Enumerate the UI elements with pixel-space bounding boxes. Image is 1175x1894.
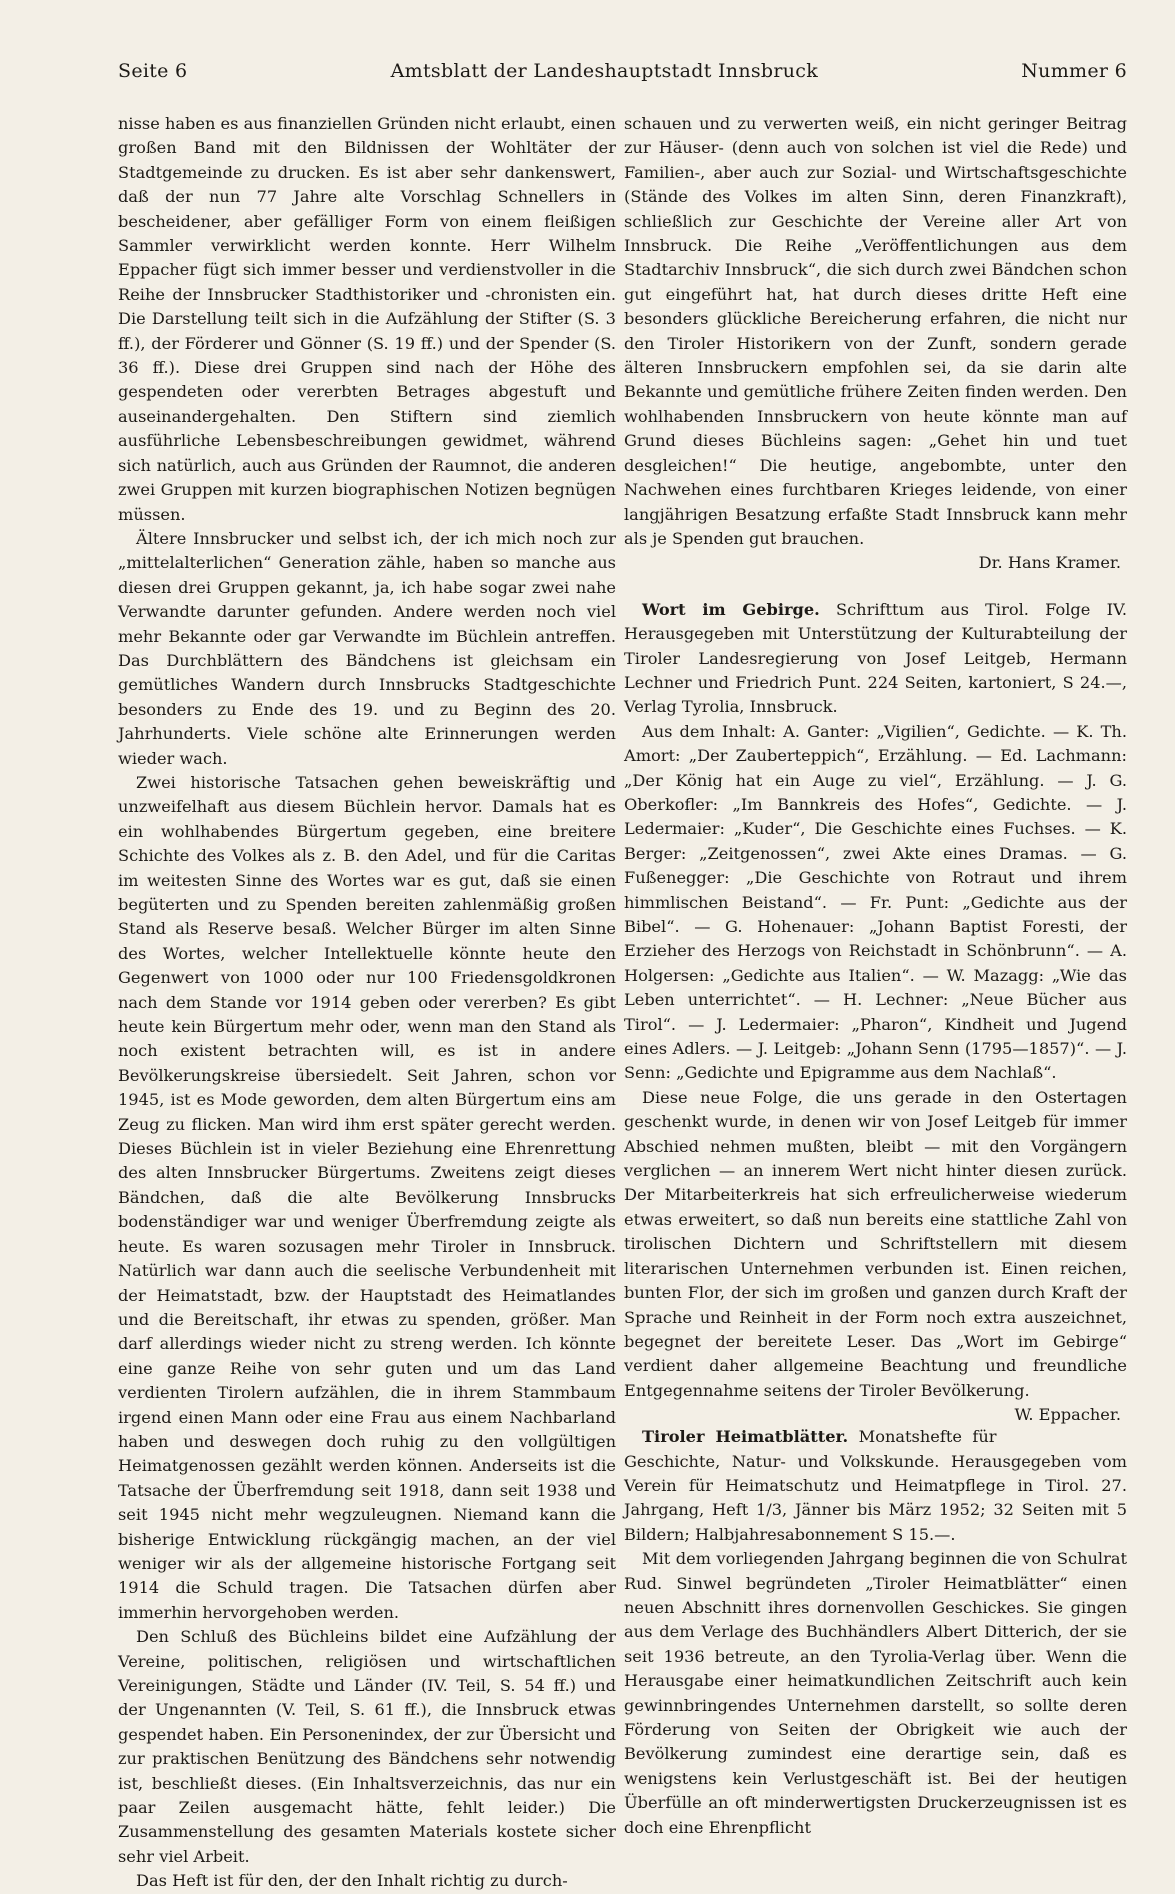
left-paragraph-1: nisse haben es aus finanziellen Gründen nicht erlaubt, einen großen Band mit den Bildnissen der Wohltäter der Stadtgemeinde zu drucken. Es ist aber sehr dankenswert, daß der nun 77 Jahre alte Vorschlag Schnellers in bescheidener, aber gefälliger Form von einem fleißigen Sammler verwirklicht werden konnte. Herr Wilhelm Eppacher fügt sich immer besser und verdienstvoller in die Reihe der Innsbrucker Stadthistoriker und -chronisten ein. Die Darstellung teilt sich in die Aufzählung der Stifter (S. 3 ff.), der Förderer und Gönner (S. 19 ff.) und der Spender (S. 36 ff.). Diese drei Gruppen sind nach der Höhe des gespendeten oder vererbten Betrages abgestuft und auseinandergehalten. Den Stiftern sind ziemlich ausführliche Lebensbeschreibungen gewidmet, während sich natürlich, auch aus Gründen der Raumnot, die anderen zwei Gruppen mit kurzen biographischen Notizen begnügen müssen. xyxy=(118,114,616,524)
publication-title: Amtsblatt der Landeshauptstadt Innsbruck xyxy=(390,60,819,82)
review-bibliography: Monatshefte für Geschichte, Natur- und Volkskunde. Herausgegeben vom Verein für Heimatschutz und Heimatpflege in Tirol. 27. Jahrgang, Heft 1/3, Jänner bis März 1952; 32 Seiten mit 5 Bildern; Halbjahresabonnement S 15.—. xyxy=(624,1427,1127,1544)
review-body: Mit dem vorliegenden Jahrgang beginnen die von Schulrat Rud. Sinwel begründeten „Tiroler Heimatblätter“ einen neuen Abschnitt ihres dornenvollen Geschickes. Sie gingen aus dem Verlage des Buchhändlers Albert Ditterich, der sie seit 1936 betreute, an den Tyrolia-Verlag über. Wenn die Herausgabe einer heimatkundlichen Zeitschrift auch kein gewinnbringendes Unternehmen darstellt, so sollte deren Förderung von Seiten der Obrigkeit wie auch der Bevölkerung zumindest eine derartige sein, daß es wenigstens kein Verlustgeschäft ist. Bei der heutigen Überfülle an oft minderwertigsten Druckerzeugnissen ist es doch eine Ehrenpflicht xyxy=(624,1549,1127,1837)
review-heimatblaetter-head xyxy=(624,1425,1127,1547)
page-header xyxy=(118,60,1127,90)
review-contents: Aus dem Inhalt: A. Ganter: „Vigilien“, Gedichte. — K. Th. Amort: „Der Zauberteppich“, Erzählung. — Ed. Lachmann: „Der König hat ein Auge zu viel“, Erzählung. — J. G. Oberkofler: „Im Bannkreis des Hofes“, Gedichte. — J. Ledermaier: „Kuder“, Die Geschichte eines Fuchses. — K. Berger: „Zeitgenossen“, zwei Akte eines Dramas. — G. Fußenegger: „Die Geschichte von Rotraut und ihrem himmlischen Beistand“. — Fr. Punt: „Gedichte aus der Bibel“. — G. Hohenauer: „Johann Baptist Foresti, der Erzieher des Herzogs von Reichstadt in Schönbrunn“. — A. Holgersen: „Gedichte aus Italien“. — W. Mazagg: „Wie das Leben unterrichtet“. — H. Lechner: „Neue Bücher aus Tirol“. — J. Ledermaier: „Pharon“, Kindheit und Jugend eines Adlers. — J. Leitgeb: „Johann Senn (1795—1857)“. — J. Senn: „Gedichte und Epigramme aus dem Nachlaß“. xyxy=(624,721,1127,1083)
left-paragraph-5: Das Heft ist für den, der den Inhalt richtig zu durch- xyxy=(136,1871,568,1891)
review-title: Tiroler Heimatblätter. xyxy=(642,1427,849,1447)
left-paragraph-3: Zwei historische Tatsachen gehen beweiskräftig und unzweifelhaft aus diesem Büchlein hervor. Damals hat es ein wohlhabendes Bürgertum gegeben, eine breitere Schichte des Volkes als z. B. den Adel, und für die Caritas im weitesten Sinne des Wortes war es gut, daß sie einen begüterten und zu Spenden bereiten zahlenmäßig großen Stand als Reserve besaß. Welcher Bürger im alten Sinne des Wortes, welcher Intellektuelle könnte heute den Gegenwert von 1000 oder nur 100 Friedensgoldkronen nach dem Stande vor 1914 geben oder vererben? Es gibt heute kein Bürgertum mehr oder, wenn man den Stand als noch existent betrachten will, es ist in andere Bevölkerungskreise übersiedelt. Seit Jahren, schon vor 1945, ist es Mode geworden, dem alten Bürgertum eins am Zeug zu flicken. Man wird ihm erst später gerecht werden. Dieses Büchlein ist in vieler Beziehung eine Ehrenrettung des alten Innsbrucker Bürgertums. Zweitens zeigt dieses Bändchen, daß die alte Bevölkerung Innsbrucks bodenständiger war und weniger Überfremdung zeigte als heute. Es waren sozusagen mehr Tiroler in Innsbruck. Natürlich war dann auch die seelische Verbundenheit mit der Heimatstadt, bzw. der Hauptstadt des Heimatlandes und die Bereitschaft, ihr etwas zu spenden, größer. Man darf allerdings wieder nicht zu streng werden. Ich könnte eine ganze Reihe von sehr guten und um das Land verdienten Tirolern aufzählen, die in ihrem Stammbaum irgend einen Mann oder eine Frau aus einem Nachbarland haben und deswegen doch ruhig zu den vollgültigen Heimatgenossen gezählt werden können. Anderseits ist die Tatsache der Überfremdung seit 1918, dann seit 1938 und seit 1945 nicht mehr wegzuleugnen. Niemand kann die bisherige Entwicklung rückgängig machen, an der viel weniger wir als der allgemeine historische Fortgang seit 1914 die Schuld tragen. Die Tatsachen dürfen aber immerhin hervorgehoben werden. xyxy=(118,772,616,1622)
review-body-text: Diese neue Folge, die uns gerade in den Ostertagen geschenkt wurde, in denen wir von Josef Leitgeb für immer Abschied nehmen mußten, bleibt — mit den Vorgängern verglichen — an innerem Wert nicht hinter diesen zurück. Der Mitarbeiterkreis hat sich erfreulicherweise wiederum etwas erweitert, so daß nun bereits eine stattliche Zahl von tirolischen Dichtern und Schriftstellern mit diesem literarischen Unternehmen verbunden ist. Einen reichen, bunten Flor, der sich im großen und ganzen durch Kraft der Sprache und Reinheit in der Form noch extra auszeichnet, begegnet der bereitete Leser. Das „Wort im Gebirge“ verdient daher allgemeine Beachtung und freundliche Entgegennahme seitens der Tiroler Bevölkerung. xyxy=(624,1087,1127,1400)
review-bibliography: Schrifttum aus Tirol. Folge IV. Herausgegeben mit Unterstützung der Kulturabteilung der Tiroler Landesregierung von Josef Leitgeb, Hermann Lechner und Friedrich Punt. 224 Seiten, kartoniert, S 24.—, Verlag Tyrolia, Innsbruck. xyxy=(624,599,1127,717)
review-wort-im-gebirge-head xyxy=(624,598,1127,720)
left-paragraph-4: Den Schluß des Büchleins bildet eine Aufzählung der Vereine, politischen, religiösen und wirtschaftlichen Vereinigungen, Städte und Länder (IV. Teil, S. 54 ff.) und der Ungenannten (V. Teil, S. 61 ff.), die Innsbruck etwas gespendet haben. Ein Personenindex, der zur Übersicht und zur praktischen Benützung des Bändchens sehr notwendig ist, beschließt dieses. (Ein Inhaltsverzeichnis, das nur ein paar Zeilen ausgemacht hätte, fehlt leider.) Die Zusammenstellung des gesamten Materials kostete sicher sehr viel Arbeit. xyxy=(118,1627,616,1866)
review-signature-eppacher: W. Eppacher. xyxy=(1014,1405,1121,1425)
review-body xyxy=(624,1086,1127,1425)
review-title: Wort im Gebirge. xyxy=(642,599,820,619)
issue-number: Nummer 6 xyxy=(1021,60,1127,82)
right-column xyxy=(624,112,1127,1840)
review-signature-kramer: Dr. Hans Kramer. xyxy=(978,553,1121,573)
right-paragraph-1: schauen und zu verwerten weiß, ein nicht geringer Beitrag zur Häuser- (denn auch von solchen ist viel die Rede) und Familien-, aber auch zur Sozial- und Wirtschaftsgeschichte (Stände des Volkes im alten Sinn, deren Finanzkraft), schließlich zur Geschichte der Vereine aller Art von Innsbruck. Die Reihe „Veröffentlichungen aus dem Stadtarchiv Innsbruck“, die sich durch zwei Bändchen schon gut eingeführt hat, hat durch dieses dritte Heft eine besonders glückliche Bereicherung erfahren, die nicht nur den Tiroler Historikern von der Zunft, sondern gerade älteren Innsbruckern empfohlen sei, da sie darin alte Bekannte und gemütliche frühere Zeiten finden werden. Den wohlhabenden Innsbruckern von heute könnte man auf Grund dieses Büchleins sagen: „Gehet hin und tuet desgleichen!“ Die heutige, angebombte, unter den Nachwehen eines furchtbaren Krieges leidende, von einer langjährigen Besatzung erfaßte Stadt Innsbruck kann mehr als je Spenden gut brauchen. xyxy=(624,114,1127,548)
left-column xyxy=(118,112,616,1894)
left-paragraph-2: Ältere Innsbrucker und selbst ich, der ich mich noch zur „mittelalterlichen“ Generation zähle, haben so manche aus diesen drei Gruppen gekannt, ja, ich habe sogar zwei nahe Verwandte darunter gefunden. Andere werden noch viel mehr Bekannte oder gar Verwandte im Büchlein antreffen. Das Durchblättern des Bändchens ist gleichsam ein gemütliches Wandern durch Innsbrucks Stadtgeschichte besonders zu Ende des 19. und zu Beginn des 20. Jahrhunderts. Viele schöne alte Erinnerungen werden wieder wach. xyxy=(118,528,616,768)
page-number: Seite 6 xyxy=(118,60,188,82)
